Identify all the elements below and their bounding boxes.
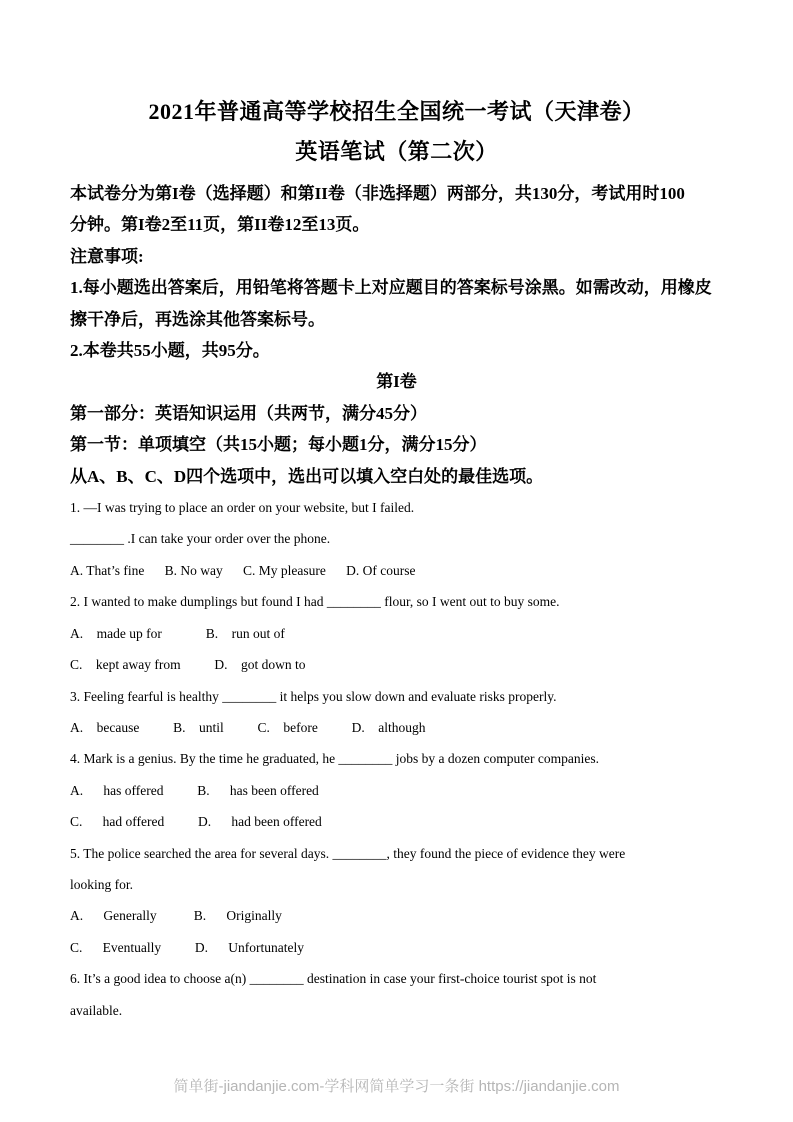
question-3-stem: 3. Feeling fearful is healthy ________ it helps you slow down and evaluate risks properly. [70,688,557,704]
notice-item: 擦干净后，再选涂其他答案标号。 [70,309,325,329]
question-2-stem: 2. I wanted to make dumplings but found I had ________ flour, so I went out to buy some. [70,594,560,610]
exam-title: 2021年普通高等学校招生全国统一考试（天津卷） [148,99,645,124]
exam-intro-line: 分钟。第I卷2至11页，第II卷12至13页。 [70,215,370,235]
instruction-line: 从A、B、C、D四个选项中，选出可以填入空白处的最佳选项。 [70,466,544,486]
question-5-options: A. Generally B. Originally [70,908,282,924]
part-heading: 第I卷 [376,372,417,392]
exam-intro-line: 本试卷分为第I卷（选择题）和第II卷（非选择题）两部分，共130分，考试用时100 [70,184,685,203]
question-4-stem: 4. Mark is a genius. By the time he graduated, he ________ jobs by a dozen computer companies. [70,751,599,767]
question-1-options: A. That’s fine B. No way C. My pleasure D. Of course [70,562,416,578]
question-2-options: C. kept away from D. got down to [70,657,306,673]
question-1-stem: ________ .I can take your order over the phone. [70,531,331,547]
subsection-heading: 第一节：单项填空（共15小题；每小题1分，满分15分） [70,435,487,455]
watermark-footer: 简单街-jiandanjie.com-学科网简单学习一条街 https://jiandanjie.com [173,1078,620,1095]
question-6-stem: available. [70,1002,123,1018]
notice-heading: 注意事项: [70,246,144,266]
question-3-options: A. because B. until C. before D. although [70,719,426,735]
notice-item: 1.每小题选出答案后，用铅笔将答题卡上对应题目的答案标号涂黑。如需改动，用橡皮 [70,278,712,298]
question-4-options: C. had offered D. had been offered [70,814,322,830]
question-5-stem: looking for. [70,876,133,892]
document-lines [70,92,723,1026]
question-5-options: C. Eventually D. Unfortunately [70,939,304,955]
question-2-options: A. made up for B. run out of [70,625,285,641]
section-heading: 第一部分：英语知识运用（共两节，满分45分） [70,403,427,423]
question-5-stem: 5. The police searched the area for several days. ________, they found the piece of evidence they were [70,845,626,861]
question-1-stem: 1. —I was trying to place an order on your website, but I failed. [70,500,415,516]
notice-item: 2.本卷共55小题，共95分。 [70,341,270,361]
question-6-stem: 6. It’s a good idea to choose a(n) ________ destination in case your first-choice tourist spot is not [70,971,597,987]
question-4-options: A. has offered B. has been offered [70,782,319,798]
exam-subtitle: 英语笔试（第二次） [295,139,498,164]
